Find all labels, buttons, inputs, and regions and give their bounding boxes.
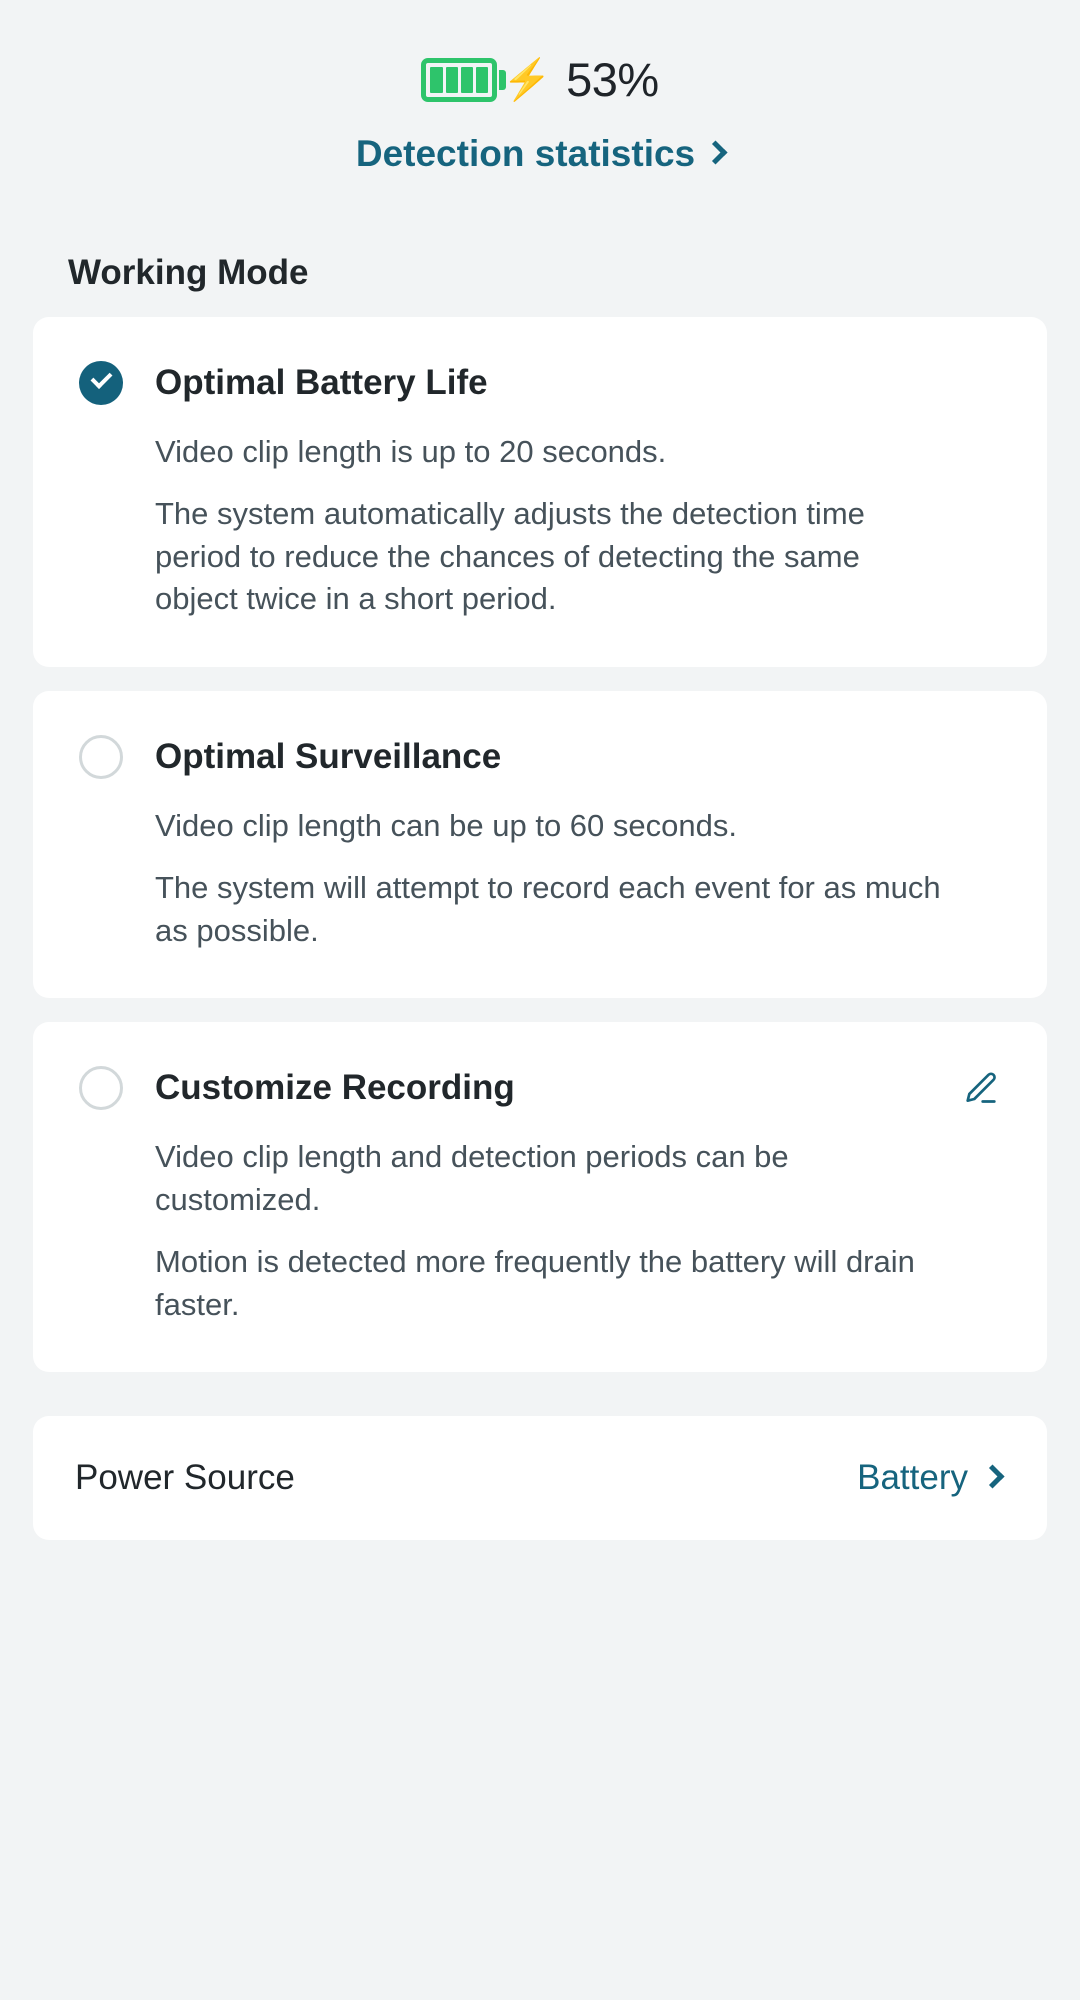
mode-option-customize-recording[interactable]	[33, 1022, 1047, 1372]
mode-header	[79, 1066, 1001, 1110]
battery-charging-icon: ⚡	[421, 58, 552, 102]
mode-description-2: The system automatically adjusts the detection time period to reduce the chances of detecting the same object twice in a short period.	[155, 496, 865, 617]
mode-description-2: The system will attempt to record each event for as much as possible.	[155, 870, 941, 948]
mode-description-1: Video clip length and detection periods can be customized.	[155, 1139, 789, 1217]
mode-description-1: Video clip length is up to 20 seconds.	[155, 434, 667, 469]
mode-description-2: Motion is detected more frequently the battery will drain faster.	[155, 1244, 915, 1322]
detection-statistics-link[interactable]	[0, 133, 1080, 175]
radio-optimal-battery-life[interactable]	[79, 361, 123, 405]
mode-title: Optimal Surveillance	[155, 736, 502, 776]
radio-optimal-surveillance[interactable]	[79, 735, 123, 779]
battery-status	[0, 0, 1080, 107]
power-source-row[interactable]	[33, 1416, 1047, 1540]
mode-description-1: Video clip length can be up to 60 seconds.	[155, 807, 737, 843]
mode-title: Optimal Battery Life	[155, 363, 488, 402]
mode-header	[79, 735, 1001, 779]
detection-statistics-label: Detection statistics	[355, 133, 696, 174]
mode-title: Customize Recording	[155, 1068, 515, 1108]
mode-header	[79, 361, 1001, 405]
chevron-right-icon	[980, 1465, 1004, 1489]
edit-pencil-icon[interactable]	[961, 1069, 1001, 1109]
power-source-value: Battery	[857, 1458, 968, 1498]
mode-option-optimal-battery-life[interactable]	[33, 317, 1047, 667]
working-mode-title: Working Mode	[68, 253, 309, 292]
power-source-value-wrap	[857, 1458, 1001, 1498]
chevron-right-icon	[704, 140, 728, 164]
power-source-label: Power Source	[75, 1458, 295, 1498]
battery-percent-label: 53%	[566, 53, 659, 106]
radio-customize-recording[interactable]	[79, 1066, 123, 1110]
mode-option-optimal-surveillance[interactable]	[33, 691, 1047, 998]
